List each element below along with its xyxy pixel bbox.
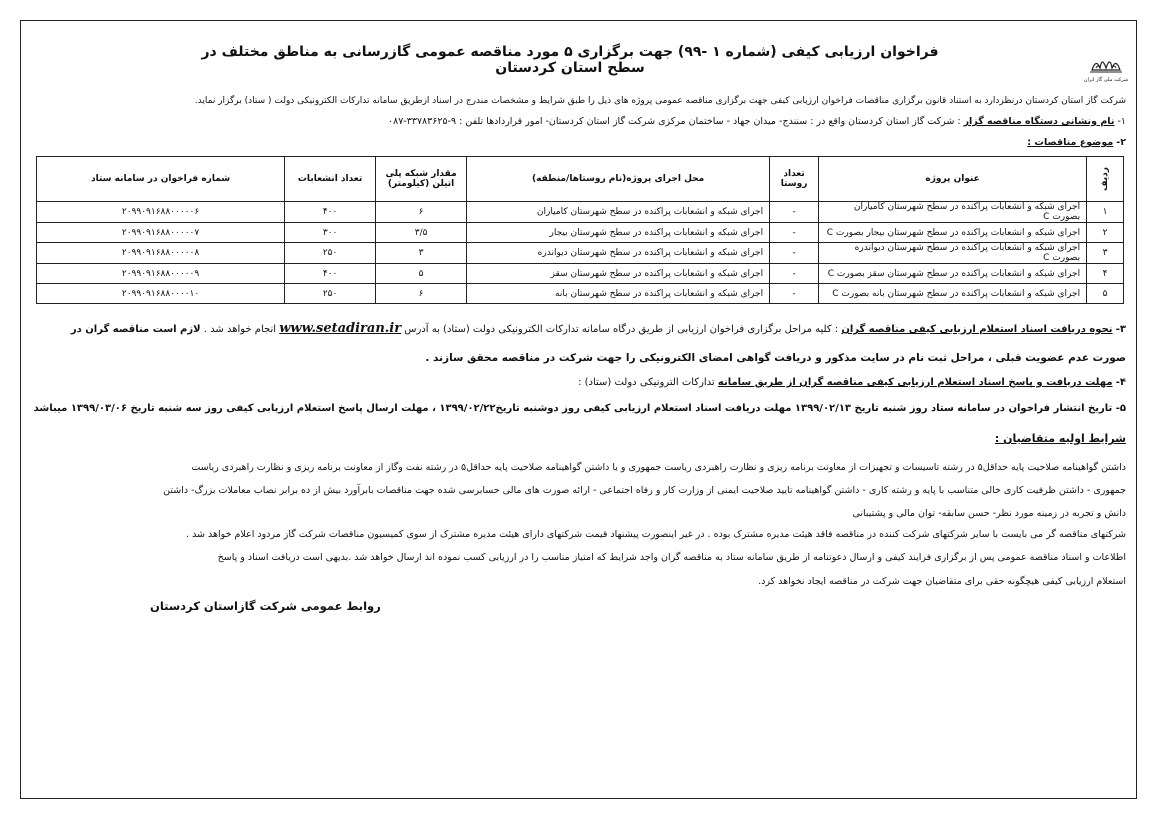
project-title: اجرای شبکه و انشعابات پراکنده در سطح شهرستان کامیاران بصورت C xyxy=(819,202,1087,223)
company-logo xyxy=(1082,54,1130,88)
branches-count: ۲۵۰ xyxy=(285,284,376,304)
project-location: اجرای شبکه و انشعابات پراکنده در سطح شهرستان سقز xyxy=(467,264,770,284)
section-3-text-b: انجام خواهد شد . xyxy=(203,324,277,335)
section-3-text: : کلیه مراحل برگزاری فراخوان ارزیابی از طریق درگاه سامانه تدارکات الکترونیکی دولت (ستاد) به آدرس xyxy=(404,324,839,335)
section-3-text-c: لازم است مناقصه گران در xyxy=(70,324,201,335)
intro-text: شرکت گاز استان کردستان درنظردارد به استناد قانون برگزاری مناقصات فراخوان ارزیابی کیفی جهت برگزاری مناقصه عمومی پروژه های ذیل را طبق شرایط و مشخصات مندرج در اسناد ازطریق سامانه تدارکات الکترونیکی دولت ( ستاد) برگزار نماید. xyxy=(194,96,1126,106)
villages-count: - xyxy=(770,284,819,304)
row-number: ۱ xyxy=(1087,202,1124,223)
section-4 xyxy=(578,377,1126,388)
branches-count: ۲۵۰ xyxy=(285,243,376,264)
header-project-title: عنوان پروژه xyxy=(819,157,1087,202)
network-length: ۶ xyxy=(376,284,467,304)
section-4-number: ۴- xyxy=(1115,377,1126,388)
project-location: اجرای شبکه و انشعابات پراکنده در سطح شهرستان دیواندره xyxy=(467,243,770,264)
project-location: اجرای شبکه و انشعابات پراکنده در سطح شهرستان کامیاران xyxy=(467,202,770,223)
network-length: ۳ xyxy=(376,243,467,264)
project-title: اجرای شبکه و انشعابات پراکنده در سطح شهرستان بیجار بصورت C xyxy=(819,223,1087,243)
header-row-number: ردیف xyxy=(1087,157,1124,202)
setad-url-link[interactable]: www.setadiran.ir xyxy=(279,321,402,336)
header-branches: تعداد انشعابات xyxy=(285,157,376,202)
section-3-label: نحوه دریافت اسناد استعلام ارزیابی کیفی مناقصه گران xyxy=(841,324,1113,335)
row-number: ۵ xyxy=(1087,284,1124,304)
conditions-paragraph-1-line-3: دانش و تجربه در زمینه مورد نظر- حسن سابقه- توان مالی و پشتیبانی xyxy=(852,508,1126,519)
conditions-paragraph-1-line-2: جمهوری - داشتن ظرفیت کاری خالی متناسب با پایه و رشته کاری - داشتن گواهینامه تایید صلاحیت ایمنی از وزارت کار و رفاه اجتماعی - ارائه صورت های مالی حسابرسی شده جهت مناقصات بابرآورد بیش از ده برابر نصاب معاملات بزرگ- داشتن xyxy=(163,485,1126,496)
network-length: ۶ xyxy=(376,202,467,223)
villages-count: - xyxy=(770,264,819,284)
branches-count: ۴۰۰ xyxy=(285,202,376,223)
section-5: ۵- تاریخ انتشار فراخوان در سامانه ستاد روز شنبه تاریخ ۱۳۹۹/۰۲/۱۳ مهلت دریافت اسناد استعلام ارزیابی کیفی روز دوشنبه تاریخ۱۳۹۹/۰۲/۲۲ ، مهلت ارسال پاسخ استعلام ارزیابی کیفی روز سه شنبه تاریخ ۱۳۹۹/۰۳/۰۶ میباشد xyxy=(33,403,1126,414)
table-row xyxy=(37,202,1124,223)
section-1-text: : شرکت گاز استان کردستان واقع در : سنندج- میدان جهاد - ساختمان مرکزی شرکت گاز استان کردستان- امور قراردادها تلفن : ۹-۳۳۷۸۳۶۲۵-۰۸۷ xyxy=(387,116,961,127)
conditions-paragraph-3-line-1: اطلاعات و اسناد مناقصه عمومی پس از برگزاری فرایند کیفی و ارسال دعوتنامه از طریق سامانه ستاد به مناقصه گران واجد شرایط که امتیاز مناسب را در ارزیابی کسب نموده اند ارسال خواهد شد .بدیهی است دریافت اسناد و پاسخ xyxy=(217,552,1126,563)
conditions-paragraph-2: شرکتهای مناقصه گر می بایست با سایر شرکتهای شرکت کننده در مناقصه فاقد هیئت مدیره مشترک بوده . در غیر اینصورت پیشنهاد قیمت شرکتهای دارای هیئت مدیره مشترک از سوی کمیسیون مناقصات شرکت گاز مردود اعلام خواهد شد . xyxy=(186,529,1126,540)
network-length: ۳/۵ xyxy=(376,223,467,243)
header-network-length: مقدار شبکه پلی اتیلن (کیلومتر) xyxy=(376,157,467,202)
setad-number: ۲۰۹۹۰۹۱۶۸۸۰۰۰۰۰۶ xyxy=(37,202,285,223)
row-number: ۴ xyxy=(1087,264,1124,284)
project-location: اجرای شبکه و انشعابات پراکنده در سطح شهرستان بیجار xyxy=(467,223,770,243)
section-2-label: موضوع مناقصات : xyxy=(1027,137,1114,148)
setad-number: ۲۰۹۹۰۹۱۶۸۸۰۰۰۰۰۹ xyxy=(37,264,285,284)
conditions-paragraph-3-line-2: استعلام ارزیابی کیفی هیچگونه حقی برای متقاضیان جهت شرکت در مناقصه ایجاد نخواهد کرد. xyxy=(758,576,1126,587)
section-1-number: ۱- xyxy=(1117,116,1126,127)
header-villages-count: تعداد روستا xyxy=(770,157,819,202)
section-1-label: نام ونشانی دستگاه مناقصه گزار xyxy=(963,116,1115,127)
project-title: اجرای شبکه و انشعابات پراکنده در سطح شهرستان سقز بصورت C xyxy=(819,264,1087,284)
svg-text:شرکت ملی گاز ایران: شرکت ملی گاز ایران xyxy=(1083,77,1129,83)
row-number: ۳ xyxy=(1087,243,1124,264)
network-length: ۵ xyxy=(376,264,467,284)
section-3 xyxy=(71,321,1126,336)
section-1 xyxy=(388,116,1126,127)
section-2 xyxy=(1027,137,1126,148)
villages-count: - xyxy=(770,202,819,223)
section-3-line-2: صورت عدم عضویت قبلی ، مراحل ثبت نام در سایت مذکور و دریافت گواهی امضای الکترونیکی را جهت شرکت در مناقصه محقق سازند . xyxy=(425,352,1126,364)
branches-count: ۴۰۰ xyxy=(285,264,376,284)
table-row xyxy=(37,264,1124,284)
section-4-label: مهلت دریافت و پاسخ اسناد استعلام ارزیابی کیفی مناقصه گران از طریق سامانه xyxy=(717,377,1113,388)
section-4-text: تدارکات الترونیکی دولت (ستاد) : xyxy=(578,377,715,388)
villages-count: - xyxy=(770,243,819,264)
tenders-table xyxy=(36,156,1124,304)
section-3-number: ۳- xyxy=(1115,324,1126,335)
project-title: اجرای شبکه و انشعابات پراکنده در سطح شهرستان دیواندره بصورت C xyxy=(819,243,1087,264)
section-2-number: ۲- xyxy=(1116,137,1126,148)
setad-number: ۲۰۹۹۰۹۱۶۸۸۰۰۰۰۱۰ xyxy=(37,284,285,304)
header-setad-number: شماره فراخوان در سامانه ستاد xyxy=(37,157,285,202)
table-row xyxy=(37,243,1124,264)
header-location: محل اجرای پروژه(نام روستاها/منطقه) xyxy=(467,157,770,202)
page-title: فراخوان ارزیابی کیفی (شماره ۱ -۹۹) جهت برگزاری ۵ مورد مناقصه عمومی گازرسانی به مناطق مختلف در سطح استان کردستان xyxy=(201,44,939,76)
row-number: ۲ xyxy=(1087,223,1124,243)
branches-count: ۳۰۰ xyxy=(285,223,376,243)
villages-count: - xyxy=(770,223,819,243)
table-row xyxy=(37,223,1124,243)
setad-number: ۲۰۹۹۰۹۱۶۸۸۰۰۰۰۰۷ xyxy=(37,223,285,243)
signature: روابط عمومی شرکت گازاستان کردستان xyxy=(150,599,381,613)
setad-number: ۲۰۹۹۰۹۱۶۸۸۰۰۰۰۰۸ xyxy=(37,243,285,264)
table-header-row xyxy=(37,157,1124,202)
conditions-heading: شرایط اولیه متقاضیان : xyxy=(994,432,1126,445)
project-location: اجرای شبکه و انشعابات پراکنده در سطح شهرستان بانه xyxy=(467,284,770,304)
project-title: اجرای شبکه و انشعابات پراکنده در سطح شهرستان بانه بصورت C xyxy=(819,284,1087,304)
table-row xyxy=(37,284,1124,304)
conditions-paragraph-1-line-1: داشتن گواهینامه صلاحیت پایه حداقل۵ در رشته تاسیسات و تجهیزات از معاونت برنامه ریزی و نظارت راهبردی ریاست جمهوری و یا داشتن گواهینامه صلاحیت پایه حداقل۵ در رشته نفت وگاز از معاونت برنامه ریزی و نظارت راهبردی ریاست xyxy=(191,462,1126,473)
